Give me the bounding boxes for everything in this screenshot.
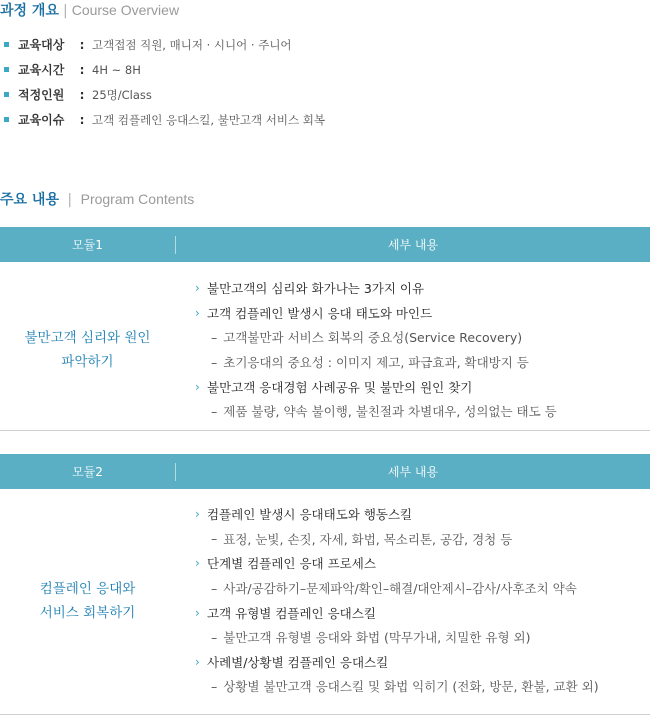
sub-item [195,625,599,650]
colon: : [79,112,85,127]
dash-icon: – [211,629,218,645]
module-title [0,326,175,374]
module-title-line: 컴플레인 응대와 [39,581,136,597]
list-item [195,301,557,326]
list-item [195,551,599,576]
overview-row-target [4,32,644,57]
dash-icon: – [211,531,218,547]
contents-title-ko: 주요 내용 [0,192,59,208]
dash-icon: – [211,580,218,596]
colon: : [79,87,85,102]
item-text: 불만고객 유형별 응대와 화법 (막무가내, 치밀한 유형 외) [223,630,531,646]
chevron-right-icon: › [195,605,200,620]
overview-label: 교육이슈 [18,113,65,127]
overview-title-ko: 과정 개요 [0,3,59,19]
list-item [195,502,599,527]
chevron-right-icon: › [195,507,200,522]
module-name: 모듈2 [72,465,103,479]
sub-item [195,350,557,375]
item-text: 고객 컴플레인 발생시 응대 태도와 마인드 [207,305,433,321]
module-2 [0,454,650,715]
item-text: 불만고객 응대경험 사례공유 및 불만의 원인 찾기 [207,379,473,395]
overview-list [4,32,644,132]
module-items [195,502,599,699]
overview-section-title [0,0,179,20]
overview-value: 4H ~ 8H [92,62,141,77]
overview-value: 고객접점 직원, 매니저 · 시니어 · 주니어 [92,37,292,52]
item-text: 제품 불량, 약속 불이행, 불친절과 차별대우, 성의없는 태도 등 [223,404,557,420]
dash-icon: – [211,403,218,419]
chevron-right-icon: › [195,281,200,296]
item-text: 상황별 불만고객 응대스킬 및 화법 익히기 (전화, 방문, 환불, 교환 외) [223,679,599,695]
overview-label: 교육대상 [18,38,65,52]
sub-item [195,576,599,601]
module-title-line: 불만고객 심리와 원인 [24,330,151,346]
item-text: 사과/공감하기–문제파악/확인–해결/대안제시–감사/사후조치 약속 [223,581,577,597]
module-name: 모듈1 [72,238,103,252]
module-detail-header: 세부 내용 [387,465,439,479]
colon: : [79,62,85,77]
list-item [195,650,599,675]
dash-icon: – [211,678,218,694]
dash-icon: – [211,354,218,370]
overview-row-time [4,57,644,82]
title-separator: | [62,3,68,19]
overview-value: 25명/Class [92,87,152,102]
module-header [0,227,650,262]
contents-title-en: Program Contents [80,191,195,207]
module-title-line: 서비스 회복하기 [39,605,136,621]
contents-section-title [0,189,194,209]
item-text: 고객 유형별 컴플레인 응대스킬 [207,605,376,621]
title-separator: | [62,192,77,208]
overview-title-en: Course Overview [71,2,180,18]
item-text: 불만고객의 심리와 화가나는 3가지 이유 [207,281,425,297]
list-item [195,276,557,301]
chevron-right-icon: › [195,305,200,320]
sub-item [195,399,557,424]
dash-icon: – [211,329,218,345]
item-text: 초기응대의 중요성 : 이미지 제고, 파급효과, 확대방지 등 [223,355,529,371]
square-bullet-icon [4,117,9,122]
sub-item [195,674,599,699]
module-header [0,454,650,489]
item-text: 사례별/상황별 컴플레인 응대스킬 [207,654,389,670]
square-bullet-icon [4,92,9,97]
overview-label: 교육시간 [18,63,65,77]
chevron-right-icon: › [195,654,200,669]
item-text: 고객불만과 서비스 회복의 중요성(Service Recovery) [223,330,523,346]
list-item [195,374,557,399]
square-bullet-icon [4,67,9,72]
overview-row-headcount [4,82,644,107]
module-detail-header: 세부 내용 [387,238,439,252]
list-item [195,600,599,625]
module-body [0,489,650,715]
item-text: 표정, 눈빛, 손짓, 자세, 화법, 목소리톤, 공감, 경청 등 [223,531,513,547]
square-bullet-icon [4,42,9,47]
item-text: 단계별 컴플레인 응대 프로세스 [207,556,376,572]
sub-item [195,325,557,350]
item-text: 컴플레인 발생시 응대태도와 행동스킬 [207,507,413,523]
module-title [0,577,175,625]
overview-row-issue [4,107,644,132]
module-items [195,276,557,424]
chevron-right-icon: › [195,556,200,571]
sub-item [195,527,599,552]
chevron-right-icon: › [195,379,200,394]
module-1 [0,227,650,431]
module-body [0,262,650,431]
module-title-line: 파악하기 [61,354,114,370]
colon: : [79,37,85,52]
overview-value: 고객 컴플레인 응대스킬, 불만고객 서비스 회복 [92,112,326,127]
overview-label: 적정인원 [18,88,65,102]
